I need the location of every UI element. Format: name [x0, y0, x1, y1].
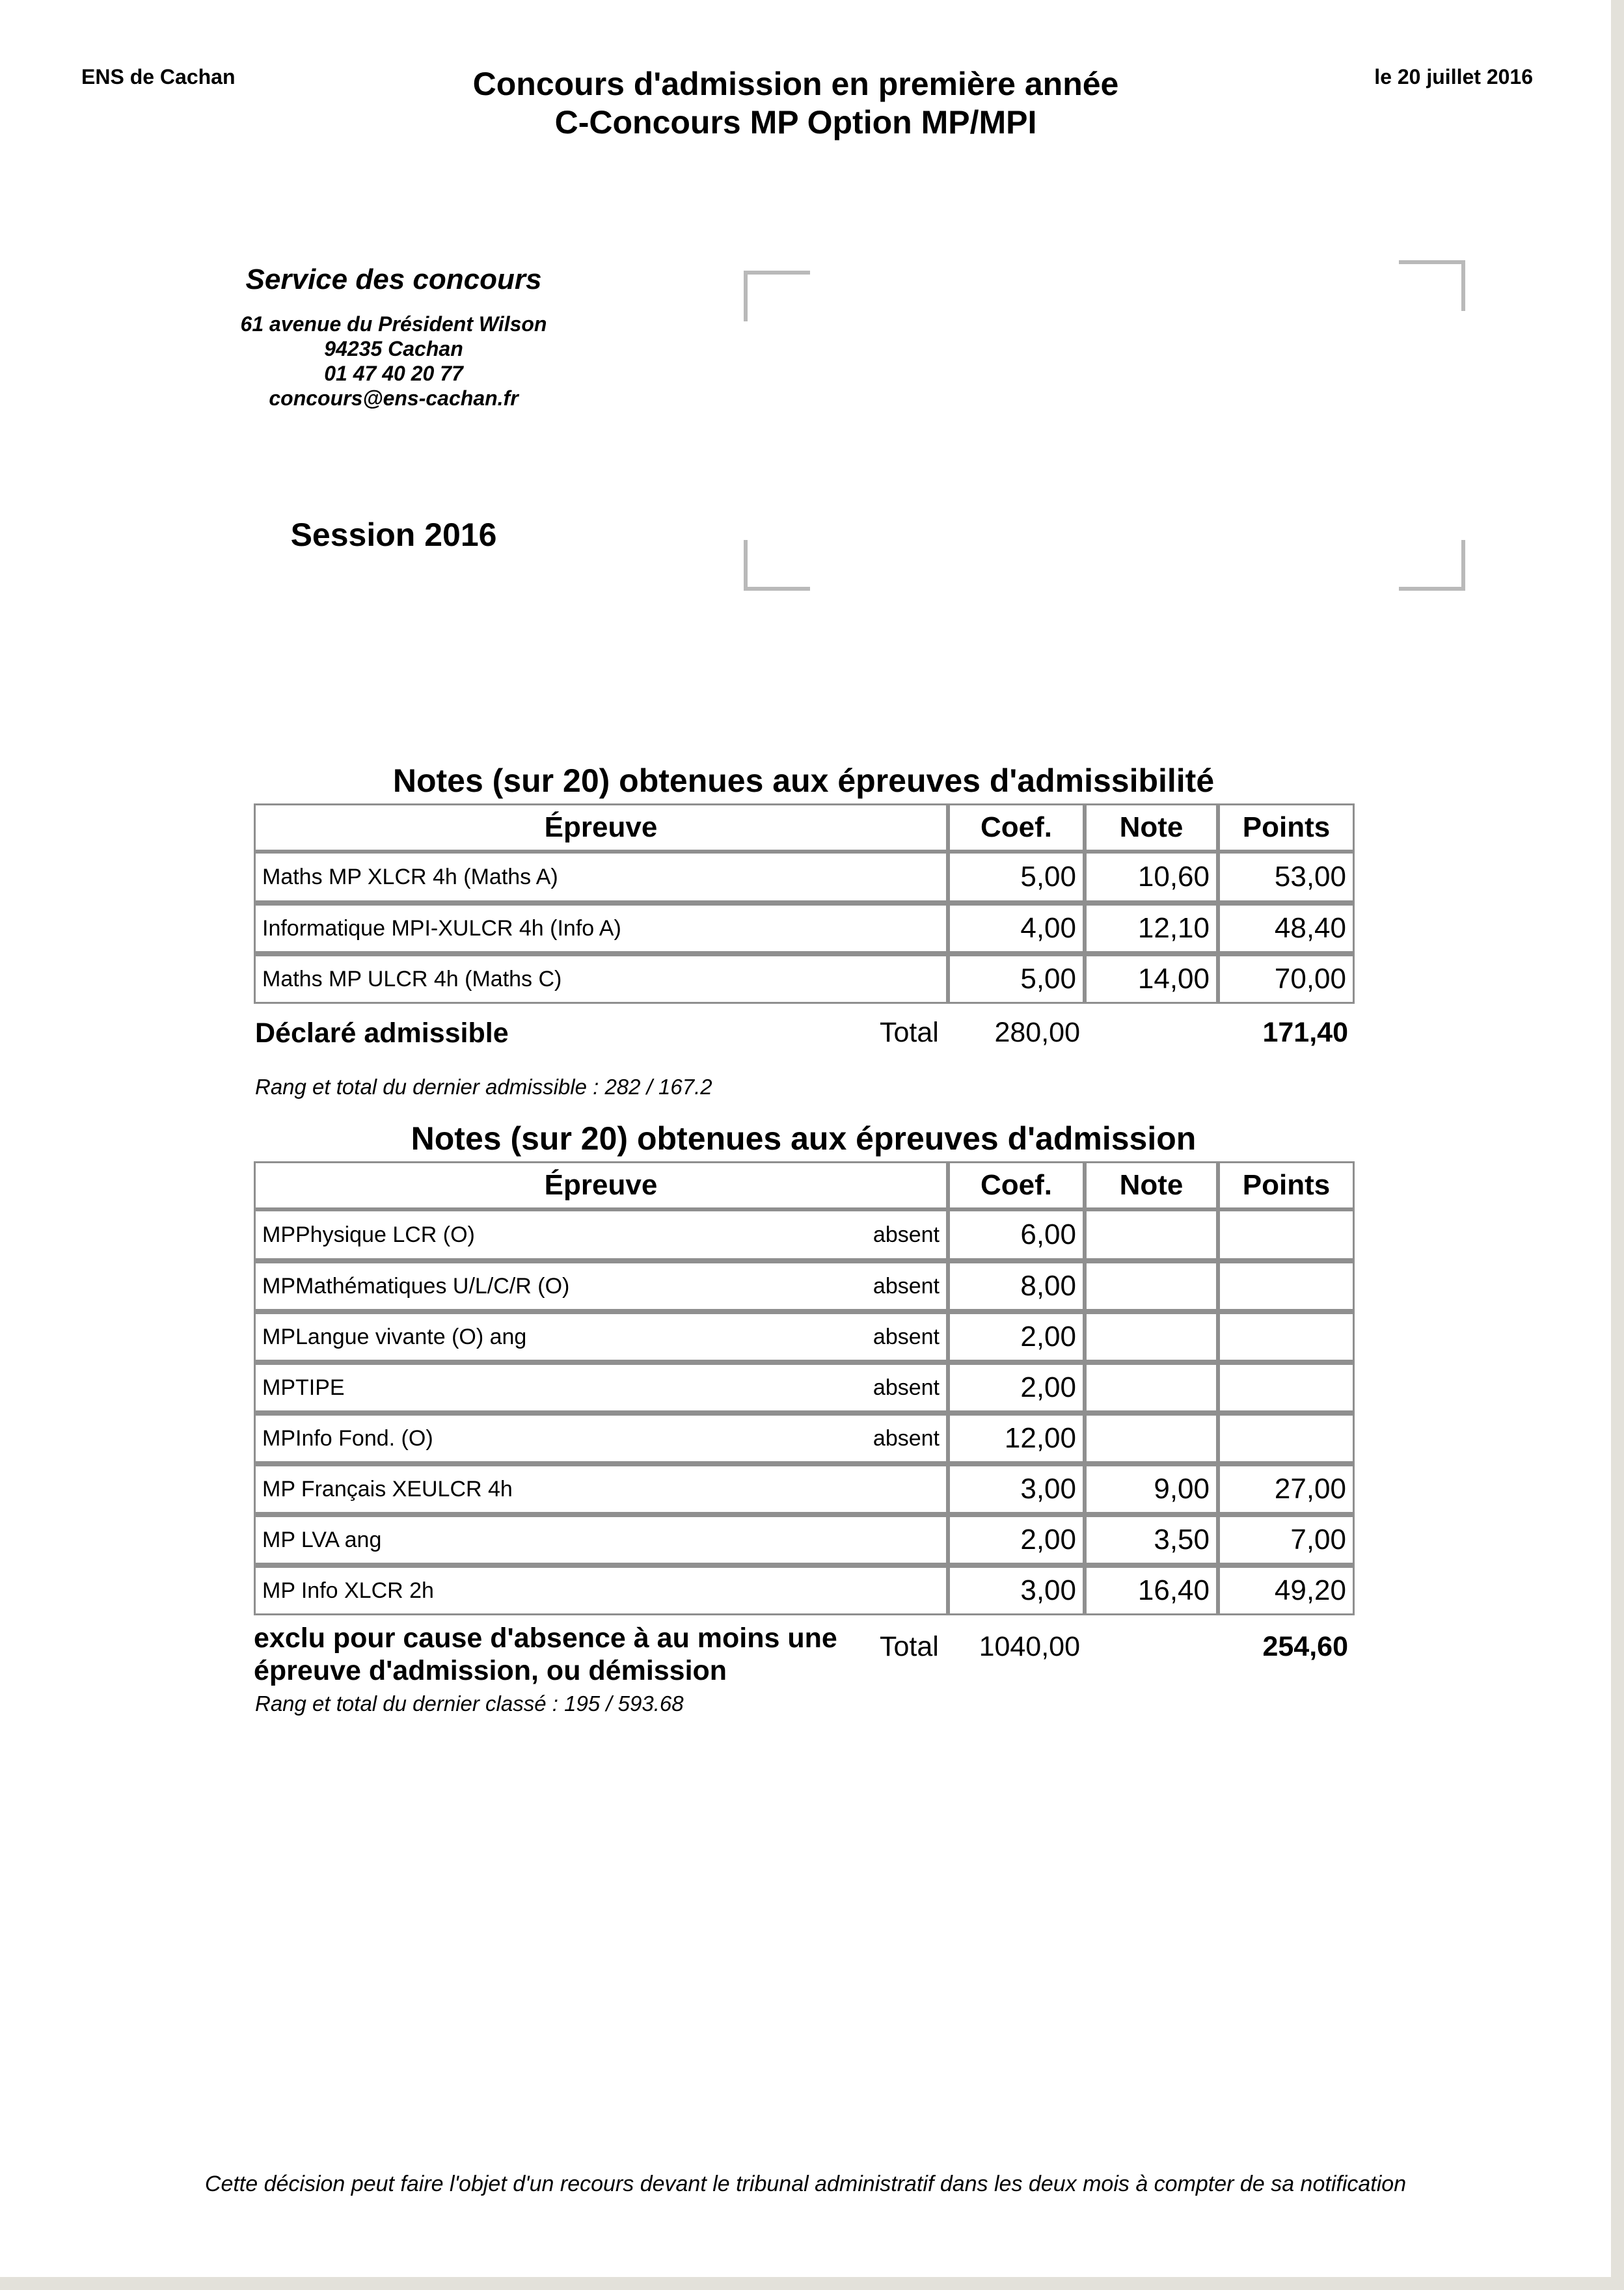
admissibilite-total-label: Total	[880, 1017, 939, 1048]
header-note: Note	[1085, 803, 1218, 852]
epreuve-cell	[254, 1209, 948, 1260]
admission-total-points: 254,60	[1262, 1631, 1348, 1662]
table-row	[254, 1463, 1355, 1514]
table-row	[254, 1260, 1355, 1311]
admissibilite-decision: Déclaré admissible	[255, 1017, 509, 1049]
coef-cell: 3,00	[948, 1565, 1085, 1615]
note-cell: 14,00	[1085, 953, 1218, 1004]
address-window-corner-top-left	[744, 271, 810, 321]
points-cell	[1218, 1362, 1355, 1412]
coef-cell: 8,00	[948, 1260, 1085, 1311]
table-row	[254, 1311, 1355, 1362]
table-row	[254, 1514, 1355, 1565]
header-coef: Coef.	[948, 1161, 1085, 1209]
title-line-2: C-Concours MP Option MP/MPI	[554, 104, 1037, 141]
points-cell: 49,20	[1218, 1565, 1355, 1615]
address-line-1: 61 avenue du Président Wilson	[240, 312, 547, 336]
coef-cell: 12,00	[948, 1412, 1085, 1463]
note-cell	[1085, 1311, 1218, 1362]
points-cell	[1218, 1209, 1355, 1260]
coef-cell: 2,00	[948, 1362, 1085, 1412]
note-cell	[1085, 1362, 1218, 1412]
epreuve-name: Maths MP ULCR 4h (Maths C)	[262, 966, 562, 991]
admissibilite-total-coef: 280,00	[994, 1017, 1080, 1048]
epreuve-name: Maths MP XLCR 4h (Maths A)	[262, 864, 558, 889]
title-line-1: Concours d'admission en première année	[472, 66, 1119, 102]
epreuve-name: MP Français XEULCR 4h	[262, 1476, 513, 1502]
table-row	[254, 902, 1355, 953]
epreuve-name: MPLangue vivante (O) ang	[262, 1324, 527, 1349]
email-address: concours@ens-cachan.fr	[269, 386, 519, 410]
epreuve-name: MPTIPE	[262, 1375, 345, 1400]
points-cell: 27,00	[1218, 1463, 1355, 1514]
note-cell: 12,10	[1085, 902, 1218, 953]
note-cell	[1085, 1260, 1218, 1311]
admissibilite-title: Notes (sur 20) obtenues aux épreuves d'admissibilité	[392, 762, 1215, 799]
admission-decision-line-2: épreuve d'admission, ou démission	[254, 1655, 727, 1686]
header-coef: Coef.	[948, 803, 1085, 852]
coef-cell: 6,00	[948, 1209, 1085, 1260]
table-header-row	[254, 1161, 1355, 1209]
coef-cell: 5,00	[948, 953, 1085, 1004]
epreuve-cell	[254, 1463, 948, 1514]
table-header-row	[254, 803, 1355, 852]
admission-title: Notes (sur 20) obtenues aux épreuves d'admission	[411, 1120, 1197, 1157]
service-title: Service des concours	[245, 263, 542, 295]
session-label: Session 2016	[290, 517, 497, 553]
coef-cell: 2,00	[948, 1311, 1085, 1362]
note-cell: 16,40	[1085, 1565, 1218, 1615]
points-cell	[1218, 1412, 1355, 1463]
epreuve-cell	[254, 1362, 948, 1412]
points-cell: 70,00	[1218, 953, 1355, 1004]
coef-cell: 2,00	[948, 1514, 1085, 1565]
document-date: le 20 juillet 2016	[1374, 65, 1533, 88]
note-cell: 9,00	[1085, 1463, 1218, 1514]
admissibilite-table	[254, 803, 1355, 1004]
address-window-corner-bottom-left	[744, 540, 810, 591]
points-cell: 48,40	[1218, 902, 1355, 953]
epreuve-cell	[254, 1260, 948, 1311]
status-label: absent	[873, 1222, 940, 1247]
points-cell	[1218, 1311, 1355, 1362]
admissibilite-rang: Rang et total du dernier admissible : 282 / 167.2	[255, 1075, 712, 1099]
coef-cell: 5,00	[948, 852, 1085, 902]
address-line-2: 94235 Cachan	[324, 337, 463, 360]
document-title	[0, 65, 1591, 142]
status-label: absent	[873, 1425, 940, 1451]
header-epreuve: Épreuve	[254, 803, 948, 852]
table-row	[254, 1565, 1355, 1615]
status-label: absent	[873, 1375, 940, 1400]
status-label: absent	[873, 1324, 940, 1349]
points-cell	[1218, 1260, 1355, 1311]
epreuve-cell	[254, 1514, 948, 1565]
epreuve-cell	[254, 953, 948, 1004]
table-row	[254, 852, 1355, 902]
epreuve-cell	[254, 902, 948, 953]
epreuve-cell	[254, 852, 948, 902]
points-cell: 7,00	[1218, 1514, 1355, 1565]
points-cell: 53,00	[1218, 852, 1355, 902]
coef-cell: 4,00	[948, 902, 1085, 953]
address-window-corner-top-right	[1399, 260, 1465, 311]
admission-decision-line-1: exclu pour cause d'absence à au moins une	[254, 1623, 837, 1654]
admission-rang: Rang et total du dernier classé : 195 / 593.68	[255, 1691, 684, 1716]
epreuve-name: MP Info XLCR 2h	[262, 1578, 434, 1603]
coef-cell: 3,00	[948, 1463, 1085, 1514]
epreuve-name: MPInfo Fond. (O)	[262, 1425, 433, 1451]
service-address-block	[208, 263, 579, 411]
address-window-corner-bottom-right	[1399, 540, 1465, 591]
header-note: Note	[1085, 1161, 1218, 1209]
table-row	[254, 1362, 1355, 1412]
note-cell: 3,50	[1085, 1514, 1218, 1565]
note-cell	[1085, 1412, 1218, 1463]
admission-total-coef: 1040,00	[979, 1631, 1080, 1662]
epreuve-name: Informatique MPI-XULCR 4h (Info A)	[262, 915, 621, 941]
epreuve-name: MPMathématiques U/L/C/R (O)	[262, 1273, 570, 1299]
table-row	[254, 1412, 1355, 1463]
admission-total-label: Total	[880, 1631, 939, 1662]
admission-decision	[254, 1622, 837, 1687]
epreuve-cell	[254, 1565, 948, 1615]
epreuve-cell	[254, 1311, 948, 1362]
legal-footer-notice: Cette décision peut faire l'objet d'un recours devant le tribunal administratif dans les deux mois à compter de sa notification	[204, 2172, 1407, 2196]
table-row	[254, 953, 1355, 1004]
header-points: Points	[1218, 1161, 1355, 1209]
table-row	[254, 1209, 1355, 1260]
status-label: absent	[873, 1273, 940, 1299]
admission-table	[254, 1161, 1355, 1615]
phone-number: 01 47 40 20 77	[324, 362, 463, 385]
epreuve-cell	[254, 1412, 948, 1463]
header-points: Points	[1218, 803, 1355, 852]
note-cell: 10,60	[1085, 852, 1218, 902]
note-cell	[1085, 1209, 1218, 1260]
epreuve-name: MP LVA ang	[262, 1527, 382, 1552]
epreuve-name: MPPhysique LCR (O)	[262, 1222, 475, 1247]
header-epreuve: Épreuve	[254, 1161, 948, 1209]
school-name: ENS de Cachan	[81, 65, 236, 88]
admissibilite-total-points: 171,40	[1262, 1017, 1348, 1048]
